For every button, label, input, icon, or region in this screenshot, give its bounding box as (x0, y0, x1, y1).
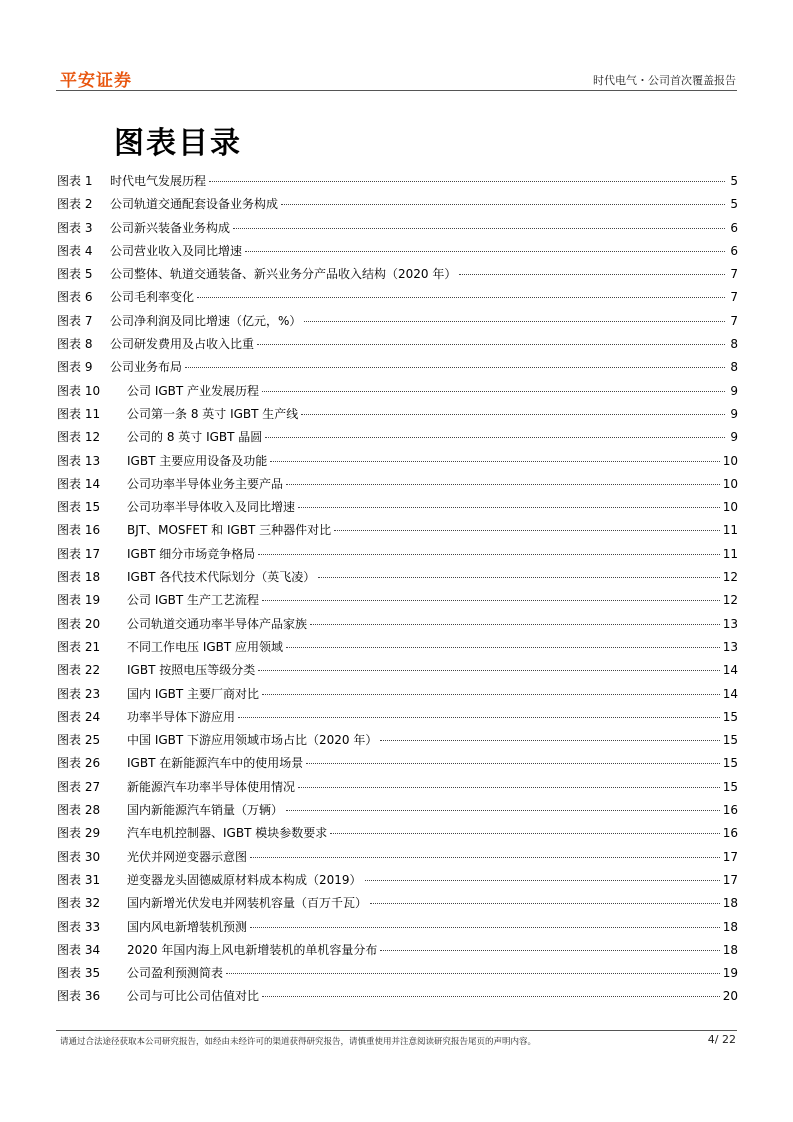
toc-entry-title: 公司业务布局 (110, 360, 183, 375)
toc-entry-label: 图表 6 (57, 290, 93, 305)
toc-entry-label: 图表 34 (57, 942, 101, 957)
toc-entry-page: 19 (722, 966, 738, 981)
toc-entry-label: 图表 13 (57, 453, 101, 468)
toc-leader-dots (286, 810, 720, 811)
toc-entry-label: 图表 32 (57, 896, 101, 911)
toc-leader-dots (238, 717, 720, 718)
toc-entry[interactable] (57, 519, 738, 542)
toc-entry-title: 公司新兴装备业务构成 (110, 220, 231, 235)
toc-leader-dots (185, 367, 725, 368)
toc-entry-title: 公司盈利预测简表 (127, 966, 224, 981)
page-number: 4/ 22 (707, 1033, 736, 1046)
toc-leader-dots (281, 204, 725, 205)
toc-leader-dots (209, 181, 725, 182)
toc-entry[interactable] (57, 473, 738, 496)
toc-leader-dots (250, 927, 720, 928)
toc-entry[interactable] (57, 356, 738, 379)
toc-entry-label: 图表 3 (57, 220, 93, 235)
toc-leader-dots (301, 414, 725, 415)
toc-entry-label: 图表 21 (57, 639, 101, 654)
toc-leader-dots (306, 763, 720, 764)
toc-leader-dots (258, 554, 720, 555)
toc-entry-page: 9 (730, 406, 738, 421)
toc-leader-dots (370, 903, 720, 904)
toc-leader-dots (197, 297, 725, 298)
header-divider (56, 90, 737, 91)
toc-entry[interactable] (57, 403, 738, 426)
toc-entry-page: 6 (730, 220, 738, 235)
toc-entry-page: 18 (722, 942, 738, 957)
toc-entry-label: 图表 18 (57, 570, 101, 585)
toc-entry-page: 14 (722, 663, 738, 678)
toc-entry-page: 15 (722, 779, 738, 794)
toc-entry-label: 图表 33 (57, 919, 101, 934)
toc-entry[interactable] (57, 892, 738, 915)
toc-leader-dots (233, 228, 725, 229)
toc-entry-page: 12 (722, 593, 738, 608)
toc-entry-label: 图表 31 (57, 872, 101, 887)
toc-entry-page: 7 (730, 267, 738, 282)
toc-entry-title: 公司与可比公司估值对比 (127, 989, 260, 1004)
toc-entry-page: 14 (722, 686, 738, 701)
toc-entry-title: 国内新能源汽车销量（万辆） (127, 803, 284, 818)
toc-entry[interactable] (57, 683, 738, 706)
toc-entry-title: 公司毛利率变化 (110, 290, 195, 305)
toc-entry-title: 2020 年国内海上风电新增装机的单机容量分布 (127, 942, 378, 957)
toc-entry[interactable] (57, 985, 738, 1008)
toc-entry[interactable] (57, 543, 738, 566)
toc-entry-title: IGBT 在新能源汽车中的使用场景 (127, 756, 304, 771)
toc-leader-dots (298, 787, 720, 788)
toc-entry[interactable] (57, 706, 738, 729)
toc-entry[interactable] (57, 380, 738, 403)
toc-entry-title: 公司研发费用及占收入比重 (110, 337, 255, 352)
toc-entry[interactable] (57, 613, 738, 636)
toc-entry-page: 20 (722, 989, 738, 1004)
toc-leader-dots (330, 833, 720, 834)
toc-entry-page: 7 (730, 290, 738, 305)
toc-entry-title: IGBT 细分市场竞争格局 (127, 546, 256, 561)
toc-entry-page: 13 (722, 639, 738, 654)
toc-entry[interactable] (57, 310, 738, 333)
toc-entry-label: 图表 26 (57, 756, 101, 771)
toc-entry-title: 国内新增光伏发电并网装机容量（百万千瓦） (127, 896, 368, 911)
toc-entry-page: 10 (722, 476, 738, 491)
toc-entry-title: IGBT 按照电压等级分类 (127, 663, 256, 678)
toc-entry-label: 图表 10 (57, 383, 101, 398)
toc-leader-dots (258, 670, 720, 671)
toc-entry[interactable] (57, 869, 738, 892)
toc-entry-title: 公司第一条 8 英寸 IGBT 生产线 (127, 406, 299, 421)
toc-entry-page: 18 (722, 896, 738, 911)
toc-entry[interactable] (57, 333, 738, 356)
toc-leader-dots (304, 321, 725, 322)
toc-entry[interactable] (57, 193, 738, 216)
toc-entry-label: 图表 5 (57, 267, 93, 282)
toc-entry-label: 图表 35 (57, 966, 101, 981)
toc-entry-page: 5 (730, 197, 738, 212)
toc-entry-label: 图表 12 (57, 430, 101, 445)
toc-entry[interactable] (57, 286, 738, 309)
toc-entry-page: 6 (730, 243, 738, 258)
toc-entry-label: 图表 2 (57, 197, 93, 212)
toc-leader-dots (365, 880, 720, 881)
toc-entry-title: 新能源汽车功率半导体使用情况 (127, 779, 296, 794)
toc-entry-page: 12 (722, 570, 738, 585)
toc-entry[interactable] (57, 566, 738, 589)
toc-entry[interactable] (57, 589, 738, 612)
toc-leader-dots (257, 344, 725, 345)
toc-heading: 图表目录 (114, 126, 242, 161)
toc-leader-dots (262, 600, 720, 601)
footer-disclaimer: 请通过合法途径获取本公司研究报告，如经由未经许可的渠道获得研究报告，请慎重使用并注意阅读研究报告尾页的声明内容。 (60, 1037, 537, 1047)
toc-entry-title: 光伏并网逆变器示意图 (127, 849, 248, 864)
toc-leader-dots (270, 461, 720, 462)
toc-entry-title: 汽车电机控制器、IGBT 模块参数要求 (127, 826, 328, 841)
toc-entry[interactable] (57, 799, 738, 822)
toc-entry[interactable] (57, 729, 738, 752)
toc-leader-dots (380, 950, 719, 951)
toc-entry[interactable] (57, 450, 738, 473)
toc-entry-page: 13 (722, 616, 738, 631)
toc-entry-title: 国内风电新增装机预测 (127, 919, 248, 934)
toc-entry-page: 16 (722, 826, 738, 841)
toc-entry-label: 图表 16 (57, 523, 101, 538)
toc-leader-dots (245, 251, 725, 252)
toc-leader-dots (334, 530, 720, 531)
toc-entry-title: 公司 IGBT 生产工艺流程 (127, 593, 260, 608)
toc-entry-page: 8 (730, 337, 738, 352)
toc-entry-page: 17 (722, 849, 738, 864)
toc-entry-label: 图表 8 (57, 337, 93, 352)
toc-entry-label: 图表 36 (57, 989, 101, 1004)
toc-entry[interactable] (57, 962, 738, 985)
toc-entry-title: IGBT 各代技术代际划分（英飞凌） (127, 570, 316, 585)
toc-entry-label: 图表 29 (57, 826, 101, 841)
toc-entry-title: 不同工作电压 IGBT 应用领域 (127, 639, 284, 654)
toc-entry-title: 中国 IGBT 下游应用领域市场占比（2020 年） (127, 733, 378, 748)
toc-leader-dots (262, 694, 720, 695)
toc-entry-title: 时代电气发展历程 (110, 174, 207, 188)
toc-entry-title: 公司 IGBT 产业发展历程 (127, 383, 260, 398)
toc-entry-label: 图表 24 (57, 709, 101, 724)
toc-entry-title: BJT、MOSFET 和 IGBT 三种器件对比 (127, 523, 332, 538)
toc-entry-page: 15 (722, 756, 738, 771)
footer-divider (56, 1030, 737, 1031)
toc-entry-label: 图表 17 (57, 546, 101, 561)
toc-leader-dots (262, 996, 720, 997)
toc-entry[interactable] (57, 659, 738, 682)
toc-entry-label: 图表 1 (57, 174, 93, 188)
toc-entry-label: 图表 9 (57, 360, 93, 375)
toc-entry-label: 图表 20 (57, 616, 101, 631)
toc-entry-page: 17 (722, 872, 738, 887)
toc-entry[interactable] (57, 846, 738, 869)
toc-leader-dots (286, 647, 720, 648)
toc-entry-title: 公司功率半导体收入及同比增速 (127, 500, 296, 515)
toc-entry-page: 8 (730, 360, 738, 375)
toc-entry-title: 公司的 8 英寸 IGBT 晶圆 (127, 430, 263, 445)
toc-leader-dots (286, 484, 720, 485)
toc-entry-title: 公司净利润及同比增速（亿元，%） (110, 313, 302, 328)
toc-leader-dots (265, 437, 725, 438)
document-title: 时代电气・公司首次覆盖报告 (593, 74, 736, 87)
toc-entry-page: 15 (722, 733, 738, 748)
toc-entry[interactable] (57, 170, 738, 193)
toc-leader-dots (298, 507, 720, 508)
toc-entry-label: 图表 22 (57, 663, 101, 678)
toc-leader-dots (262, 391, 725, 392)
toc-leader-dots (250, 857, 720, 858)
toc-entry[interactable] (57, 776, 738, 799)
toc-leader-dots (318, 577, 720, 578)
toc-entry-label: 图表 30 (57, 849, 101, 864)
toc-entry-title: 公司整体、轨道交通装备、新兴业务分产品收入结构（2020 年） (110, 267, 457, 282)
toc-entry[interactable] (57, 240, 738, 263)
brand-logo: 平安证券 (60, 71, 132, 91)
toc-entry-title: 国内 IGBT 主要厂商对比 (127, 686, 260, 701)
toc-entry-page: 11 (722, 546, 738, 561)
toc-entry[interactable] (57, 752, 738, 775)
toc-entry-page: 10 (722, 453, 738, 468)
toc-leader-dots (380, 740, 719, 741)
toc-entry-label: 图表 11 (57, 406, 101, 421)
toc-entry-title: 逆变器龙头固德威原材料成本构成（2019） (127, 872, 362, 887)
toc-entry-page: 9 (730, 430, 738, 445)
toc-entry-label: 图表 19 (57, 593, 101, 608)
toc-entry[interactable] (57, 822, 738, 845)
toc-entry[interactable] (57, 916, 738, 939)
toc-entry-title: 公司营业收入及同比增速 (110, 243, 243, 258)
toc-entry-title: 公司轨道交通功率半导体产品家族 (127, 616, 308, 631)
toc-entry[interactable] (57, 263, 738, 286)
toc-entry-page: 18 (722, 919, 738, 934)
toc-entry-page: 15 (722, 709, 738, 724)
toc-entry-title: 功率半导体下游应用 (127, 709, 236, 724)
toc-entry[interactable] (57, 217, 738, 240)
toc-list (57, 170, 738, 1009)
toc-entry-label: 图表 23 (57, 686, 101, 701)
toc-entry-label: 图表 14 (57, 476, 101, 491)
toc-entry-title: 公司功率半导体业务主要产品 (127, 476, 284, 491)
toc-entry-label: 图表 25 (57, 733, 101, 748)
toc-entry-page: 5 (730, 174, 738, 188)
toc-entry-label: 图表 15 (57, 500, 101, 515)
toc-entry-label: 图表 7 (57, 313, 93, 328)
toc-entry-label: 图表 27 (57, 779, 101, 794)
toc-entry[interactable] (57, 426, 738, 449)
toc-entry-title: IGBT 主要应用设备及功能 (127, 453, 268, 468)
toc-entry-label: 图表 28 (57, 803, 101, 818)
toc-entry-page: 16 (722, 803, 738, 818)
toc-entry[interactable] (57, 939, 738, 962)
toc-entry[interactable] (57, 636, 738, 659)
toc-entry-title: 公司轨道交通配套设备业务构成 (110, 197, 279, 212)
toc-leader-dots (459, 274, 725, 275)
toc-entry-page: 7 (730, 313, 738, 328)
toc-leader-dots (310, 624, 720, 625)
toc-leader-dots (226, 973, 720, 974)
toc-entry[interactable] (57, 496, 738, 519)
toc-entry-page: 9 (730, 383, 738, 398)
toc-entry-page: 11 (722, 523, 738, 538)
toc-entry-label: 图表 4 (57, 243, 93, 258)
toc-entry-page: 10 (722, 500, 738, 515)
